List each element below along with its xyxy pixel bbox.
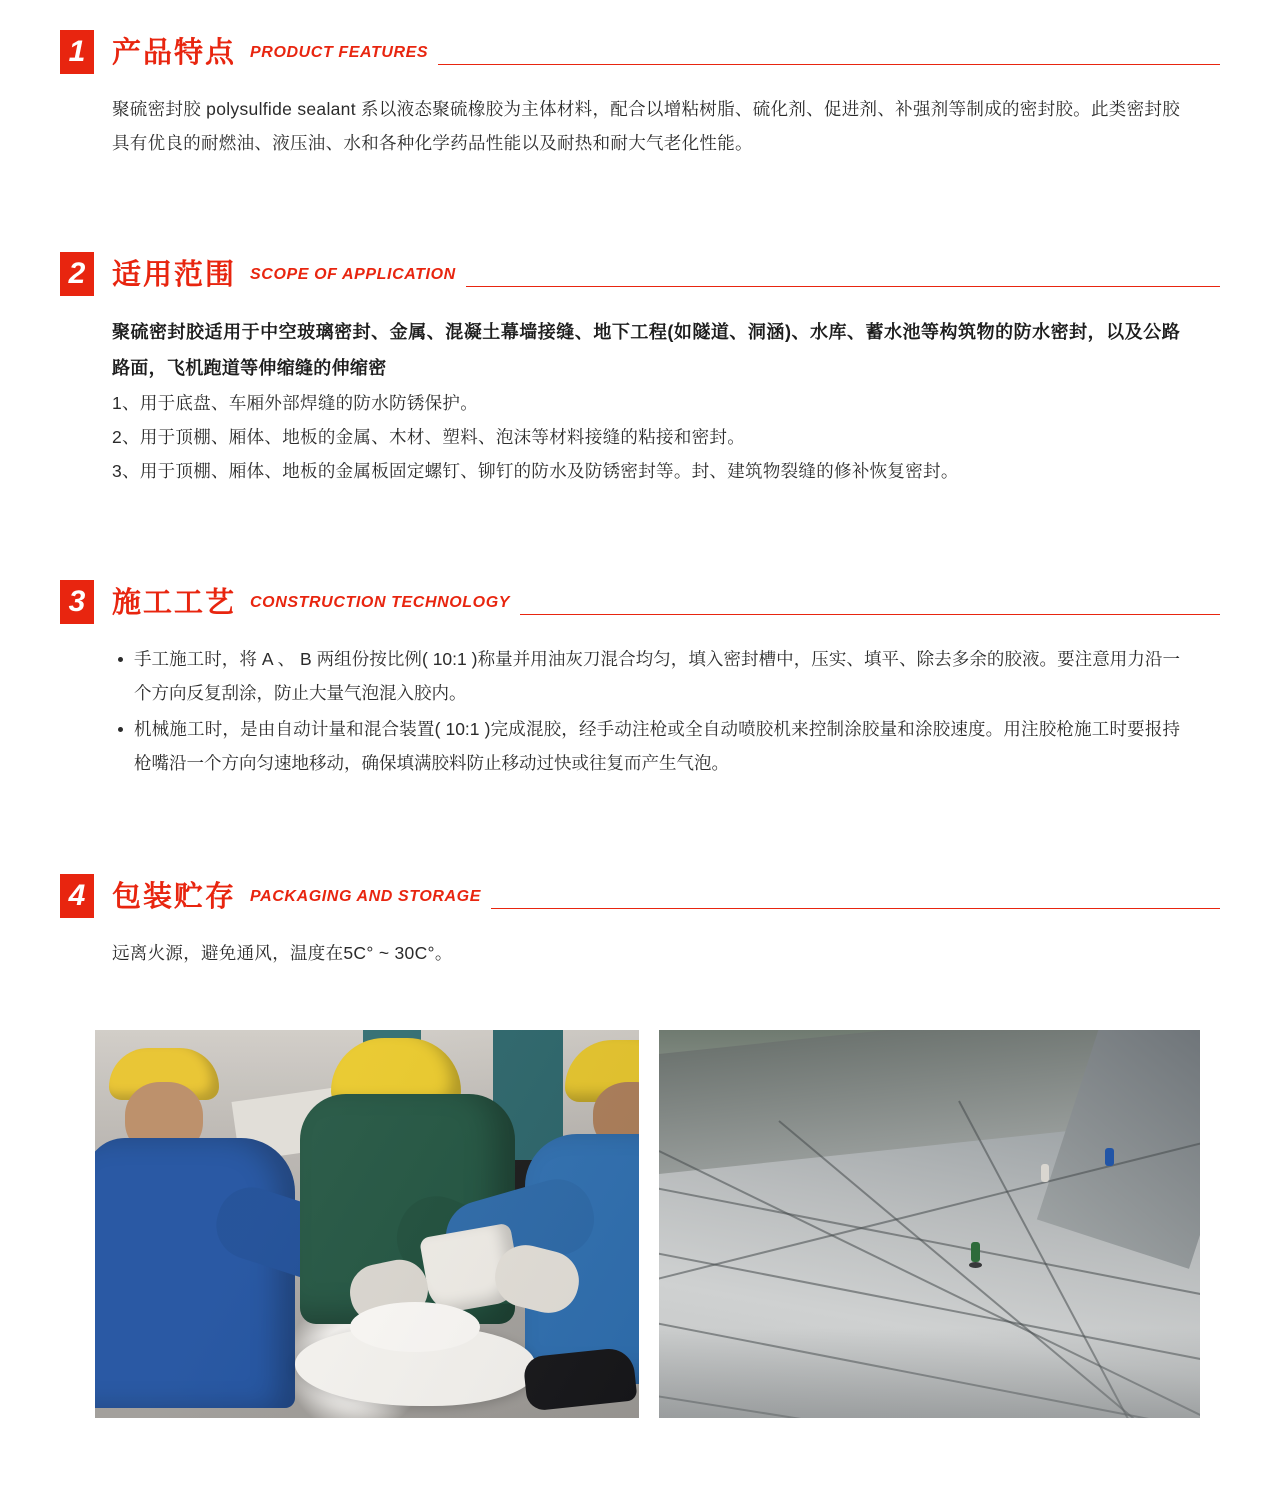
section-rule <box>520 614 1220 615</box>
worker-head <box>593 1082 639 1152</box>
worker-arm <box>437 1171 602 1285</box>
distant-worker <box>1105 1148 1114 1166</box>
sealant-pile <box>350 1302 480 1352</box>
work-glove <box>489 1239 586 1319</box>
section-title-en: SCOPE OF APPLICATION <box>250 266 456 283</box>
section-construction-technology <box>0 580 1280 780</box>
material-bag <box>522 1346 637 1411</box>
section-number-badge: 2 <box>60 252 94 296</box>
section-product-features <box>0 30 1280 160</box>
section-title-en: CONSTRUCTION TECHNOLOGY <box>250 594 511 611</box>
background-leg <box>363 1030 421 1160</box>
distant-worker <box>1041 1164 1049 1182</box>
worker-head <box>125 1082 203 1156</box>
section-number-badge: 3 <box>60 580 94 624</box>
worker-body <box>300 1094 515 1324</box>
background-leg <box>493 1030 563 1180</box>
list-item: 机械施工时，是由自动计量和混合装置( 10:1 )完成混胶，经手动注枪或全自动喷胶机来控制涂胶量和涂胶速度。用注胶枪施工时要报持枪嘴沿一个方向匀速地移动，确保填满胶料防止移动过快或往复而产生气泡。 <box>134 712 1180 780</box>
paragraph: 远离火源，避免通风，温度在5C° ~ 30C°。 <box>112 943 453 963</box>
distant-worker <box>971 1242 980 1262</box>
section-3-body <box>0 642 1280 780</box>
scope-item-2: 2、用于顶棚、厢体、地板的金属、木材、塑料、泡沫等材料接缝的粘接和密封。 <box>112 427 746 447</box>
workers-mixing-sealant-photo <box>95 1030 639 1418</box>
section-rule <box>466 286 1220 287</box>
section-packaging-and-storage <box>0 874 1280 970</box>
scope-item-3: 3、用于顶棚、厢体、地板的金属板固定螺钉、铆钉的防水及防锈密封等。封、建筑物裂缝的修补恢复密封。 <box>112 461 959 481</box>
background-shoe <box>487 1160 579 1190</box>
list-item: 手工施工时，将 A 、 B 两组份按比例( 10:1 )称量并用油灰刀混合均匀，填入密封槽中，压实、填平、除去多余的胶液。要注意用力沿一个方向反复刮涂，防止大量气泡混入胶内。 <box>134 642 1180 710</box>
hard-hat-icon <box>109 1048 219 1100</box>
section-number-badge: 4 <box>60 874 94 918</box>
section-4-header <box>0 874 1280 920</box>
section-rule <box>438 64 1220 65</box>
section-title-cn: 施工工艺 <box>112 587 237 619</box>
section-title-en: PACKAGING AND STORAGE <box>250 888 481 905</box>
distant-worker-shadow <box>969 1262 982 1268</box>
section-title-cn: 包装贮存 <box>112 881 237 913</box>
section-1-body <box>0 92 1280 160</box>
scope-lead-paragraph: 聚硫密封胶适用于中空玻璃密封、金属、混凝土幕墙接缝、地下工程(如隧道、洞涵)、水库、蓄水池等构筑物的防水密封，以及公路路面，飞机跑道等伸缩缝的伸缩密 <box>112 322 1180 378</box>
work-glove <box>345 1255 433 1328</box>
worker-arm <box>385 1185 554 1315</box>
scope-item-1: 1、用于底盘、车厢外部焊缝的防水防锈保护。 <box>112 393 479 413</box>
hard-hat-icon <box>565 1040 639 1102</box>
worker-body <box>95 1138 295 1408</box>
section-1-header <box>0 30 1280 76</box>
section-title-en: PRODUCT FEATURES <box>250 44 429 61</box>
concrete-slope-photo <box>659 1030 1200 1418</box>
section-title-cn: 适用范围 <box>112 259 237 291</box>
construction-bullet-list <box>112 642 1180 780</box>
section-3-header <box>0 580 1280 626</box>
photo-gallery <box>0 1030 1280 1418</box>
ground-panel <box>232 1083 379 1162</box>
sealant-container <box>419 1223 523 1316</box>
paragraph: 聚硫密封胶 polysulfide sealant 系以液态聚硫橡胶为主体材料，配合以增粘树脂、硫化剂、促进剂、补强剂等制成的密封胶。此类密封胶具有优良的耐燃油、液压油、水和各种化学药品性能以及耐热和耐大气老化性能。 <box>112 99 1180 153</box>
section-4-body <box>0 936 1280 970</box>
worker-arm <box>208 1179 373 1294</box>
section-number-badge: 1 <box>60 30 94 74</box>
section-scope-of-application <box>0 252 1280 488</box>
section-title-cn: 产品特点 <box>112 37 237 69</box>
section-rule <box>491 908 1220 909</box>
section-2-body <box>0 314 1280 488</box>
section-2-header <box>0 252 1280 298</box>
hard-hat-icon <box>331 1038 461 1108</box>
worker-body <box>525 1134 639 1384</box>
foreground-shading <box>659 1328 1200 1418</box>
sealant-pile <box>295 1326 535 1406</box>
